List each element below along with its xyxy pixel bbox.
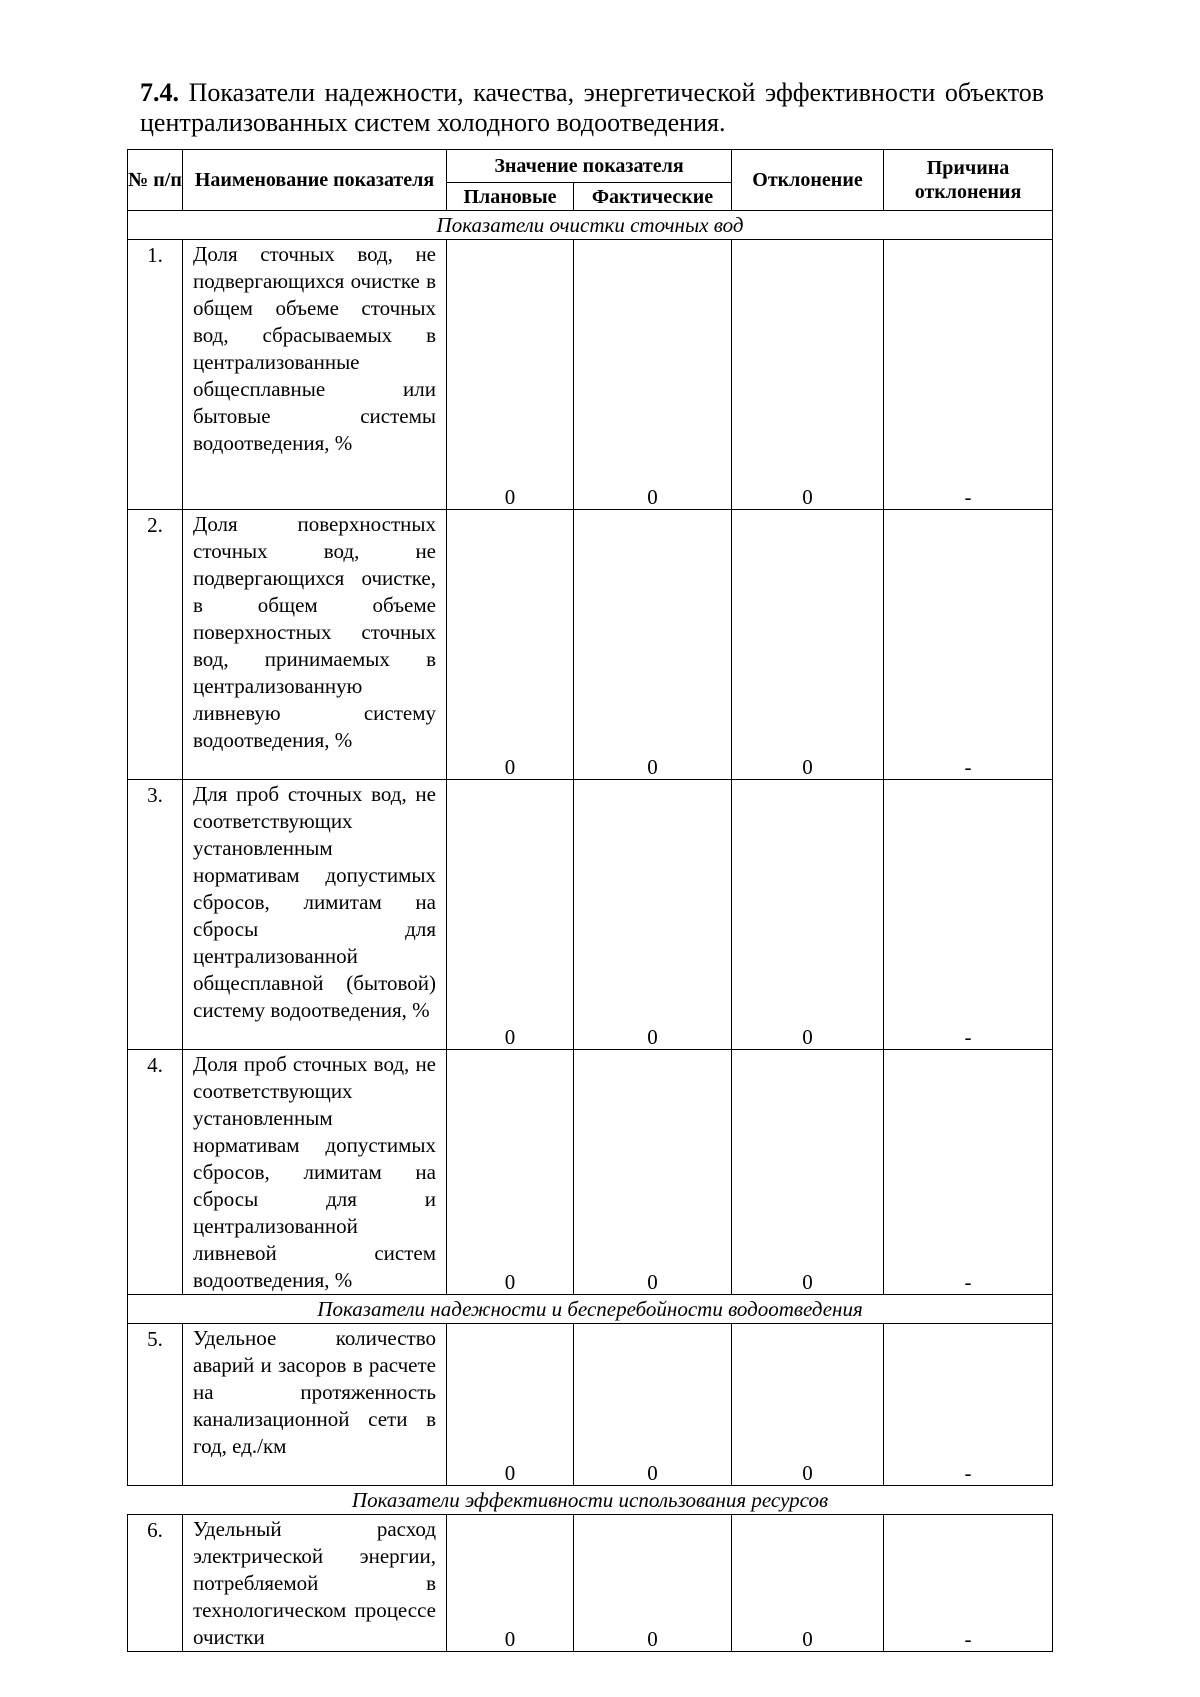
table-row xyxy=(128,1515,1053,1652)
deviation-value: 0 xyxy=(732,240,884,510)
deviation-value: 0 xyxy=(732,1515,884,1652)
planned-value: 0 xyxy=(447,1515,574,1652)
section-number: 7.4. xyxy=(140,78,179,107)
section-heading xyxy=(140,78,1044,138)
deviation-value: 0 xyxy=(732,780,884,1050)
deviation-value: 0 xyxy=(732,1324,884,1486)
col-header-name: Наименование показателя xyxy=(183,150,447,211)
table-row xyxy=(128,240,1053,510)
planned-value: 0 xyxy=(447,240,574,510)
indicator-name: Доля поверхностных сточных вод, не подвергающихся очистке, в общем объеме поверхностных сточных вод, принимаемых в централизованную ливневую систему водоотведения, % xyxy=(183,510,447,780)
indicator-name: Удельный расход электрической энергии, потребляемой в технологическом процессе очистки xyxy=(183,1515,447,1652)
col-header-value-group: Значение показателя xyxy=(447,150,732,183)
row-number: 6. xyxy=(128,1515,183,1652)
reason-value: - xyxy=(884,780,1053,1050)
col-header-reason: Причина отклонения xyxy=(884,150,1053,211)
col-header-actual: Фактические xyxy=(574,183,732,211)
table-row xyxy=(128,1324,1053,1486)
indicator-name: Для проб сточных вод, не соответствующих установленным нормативам допустимых сбросов, лимитам на сбросы для централизованной общесплавной (бытовой) систему водоотведения, % xyxy=(183,780,447,1050)
planned-value: 0 xyxy=(447,510,574,780)
col-header-num: № п/п xyxy=(128,150,183,211)
row-number: 1. xyxy=(128,240,183,510)
section-row xyxy=(128,211,1053,240)
indicator-name: Доля сточных вод, не подвергающихся очистке в общем объеме сточных вод, сбрасываемых в централизованные общесплавные или бытовые системы водоотведения, % xyxy=(183,240,447,510)
actual-value: 0 xyxy=(574,1050,732,1295)
section-title-cleaning: Показатели очистки сточных вод xyxy=(128,211,1053,240)
row-number: 2. xyxy=(128,510,183,780)
section-title-reliability: Показатели надежности и бесперебойности водоотведения xyxy=(128,1295,1053,1324)
table-row xyxy=(128,780,1053,1050)
deviation-value: 0 xyxy=(732,1050,884,1295)
row-number: 4. xyxy=(128,1050,183,1295)
planned-value: 0 xyxy=(447,1050,574,1295)
indicator-name: Доля проб сточных вод, не соответствующих установленным нормативам допустимых сбросов, лимитам на сбросы для и централизованной ливневой систем водоотведения, % xyxy=(183,1050,447,1295)
indicator-name: Удельное количество аварий и засоров в расчете на протяженность канализационной сети в год, ед./км xyxy=(183,1324,447,1486)
reason-value: - xyxy=(884,240,1053,510)
actual-value: 0 xyxy=(574,780,732,1050)
actual-value: 0 xyxy=(574,1515,732,1652)
planned-value: 0 xyxy=(447,1324,574,1486)
planned-value: 0 xyxy=(447,780,574,1050)
table-row xyxy=(128,510,1053,780)
reason-value: - xyxy=(884,1050,1053,1295)
actual-value: 0 xyxy=(574,510,732,780)
row-number: 3. xyxy=(128,780,183,1050)
actual-value: 0 xyxy=(574,1324,732,1486)
section-row xyxy=(128,1486,1053,1515)
col-header-deviation: Отклонение xyxy=(732,150,884,211)
section-title-resources: Показатели эффективности использования ресурсов xyxy=(128,1486,1053,1515)
actual-value: 0 xyxy=(574,240,732,510)
indicators-table xyxy=(127,149,1053,1652)
reason-value: - xyxy=(884,1324,1053,1486)
reason-value: - xyxy=(884,510,1053,780)
table-row xyxy=(128,1050,1053,1295)
reason-value: - xyxy=(884,1515,1053,1652)
row-number: 5. xyxy=(128,1324,183,1486)
col-header-planned: Плановые xyxy=(447,183,574,211)
section-title: Показатели надежности, качества, энергетической эффективности объектов централизованных систем холодного водоотведения. xyxy=(140,78,1044,137)
section-row xyxy=(128,1295,1053,1324)
deviation-value: 0 xyxy=(732,510,884,780)
